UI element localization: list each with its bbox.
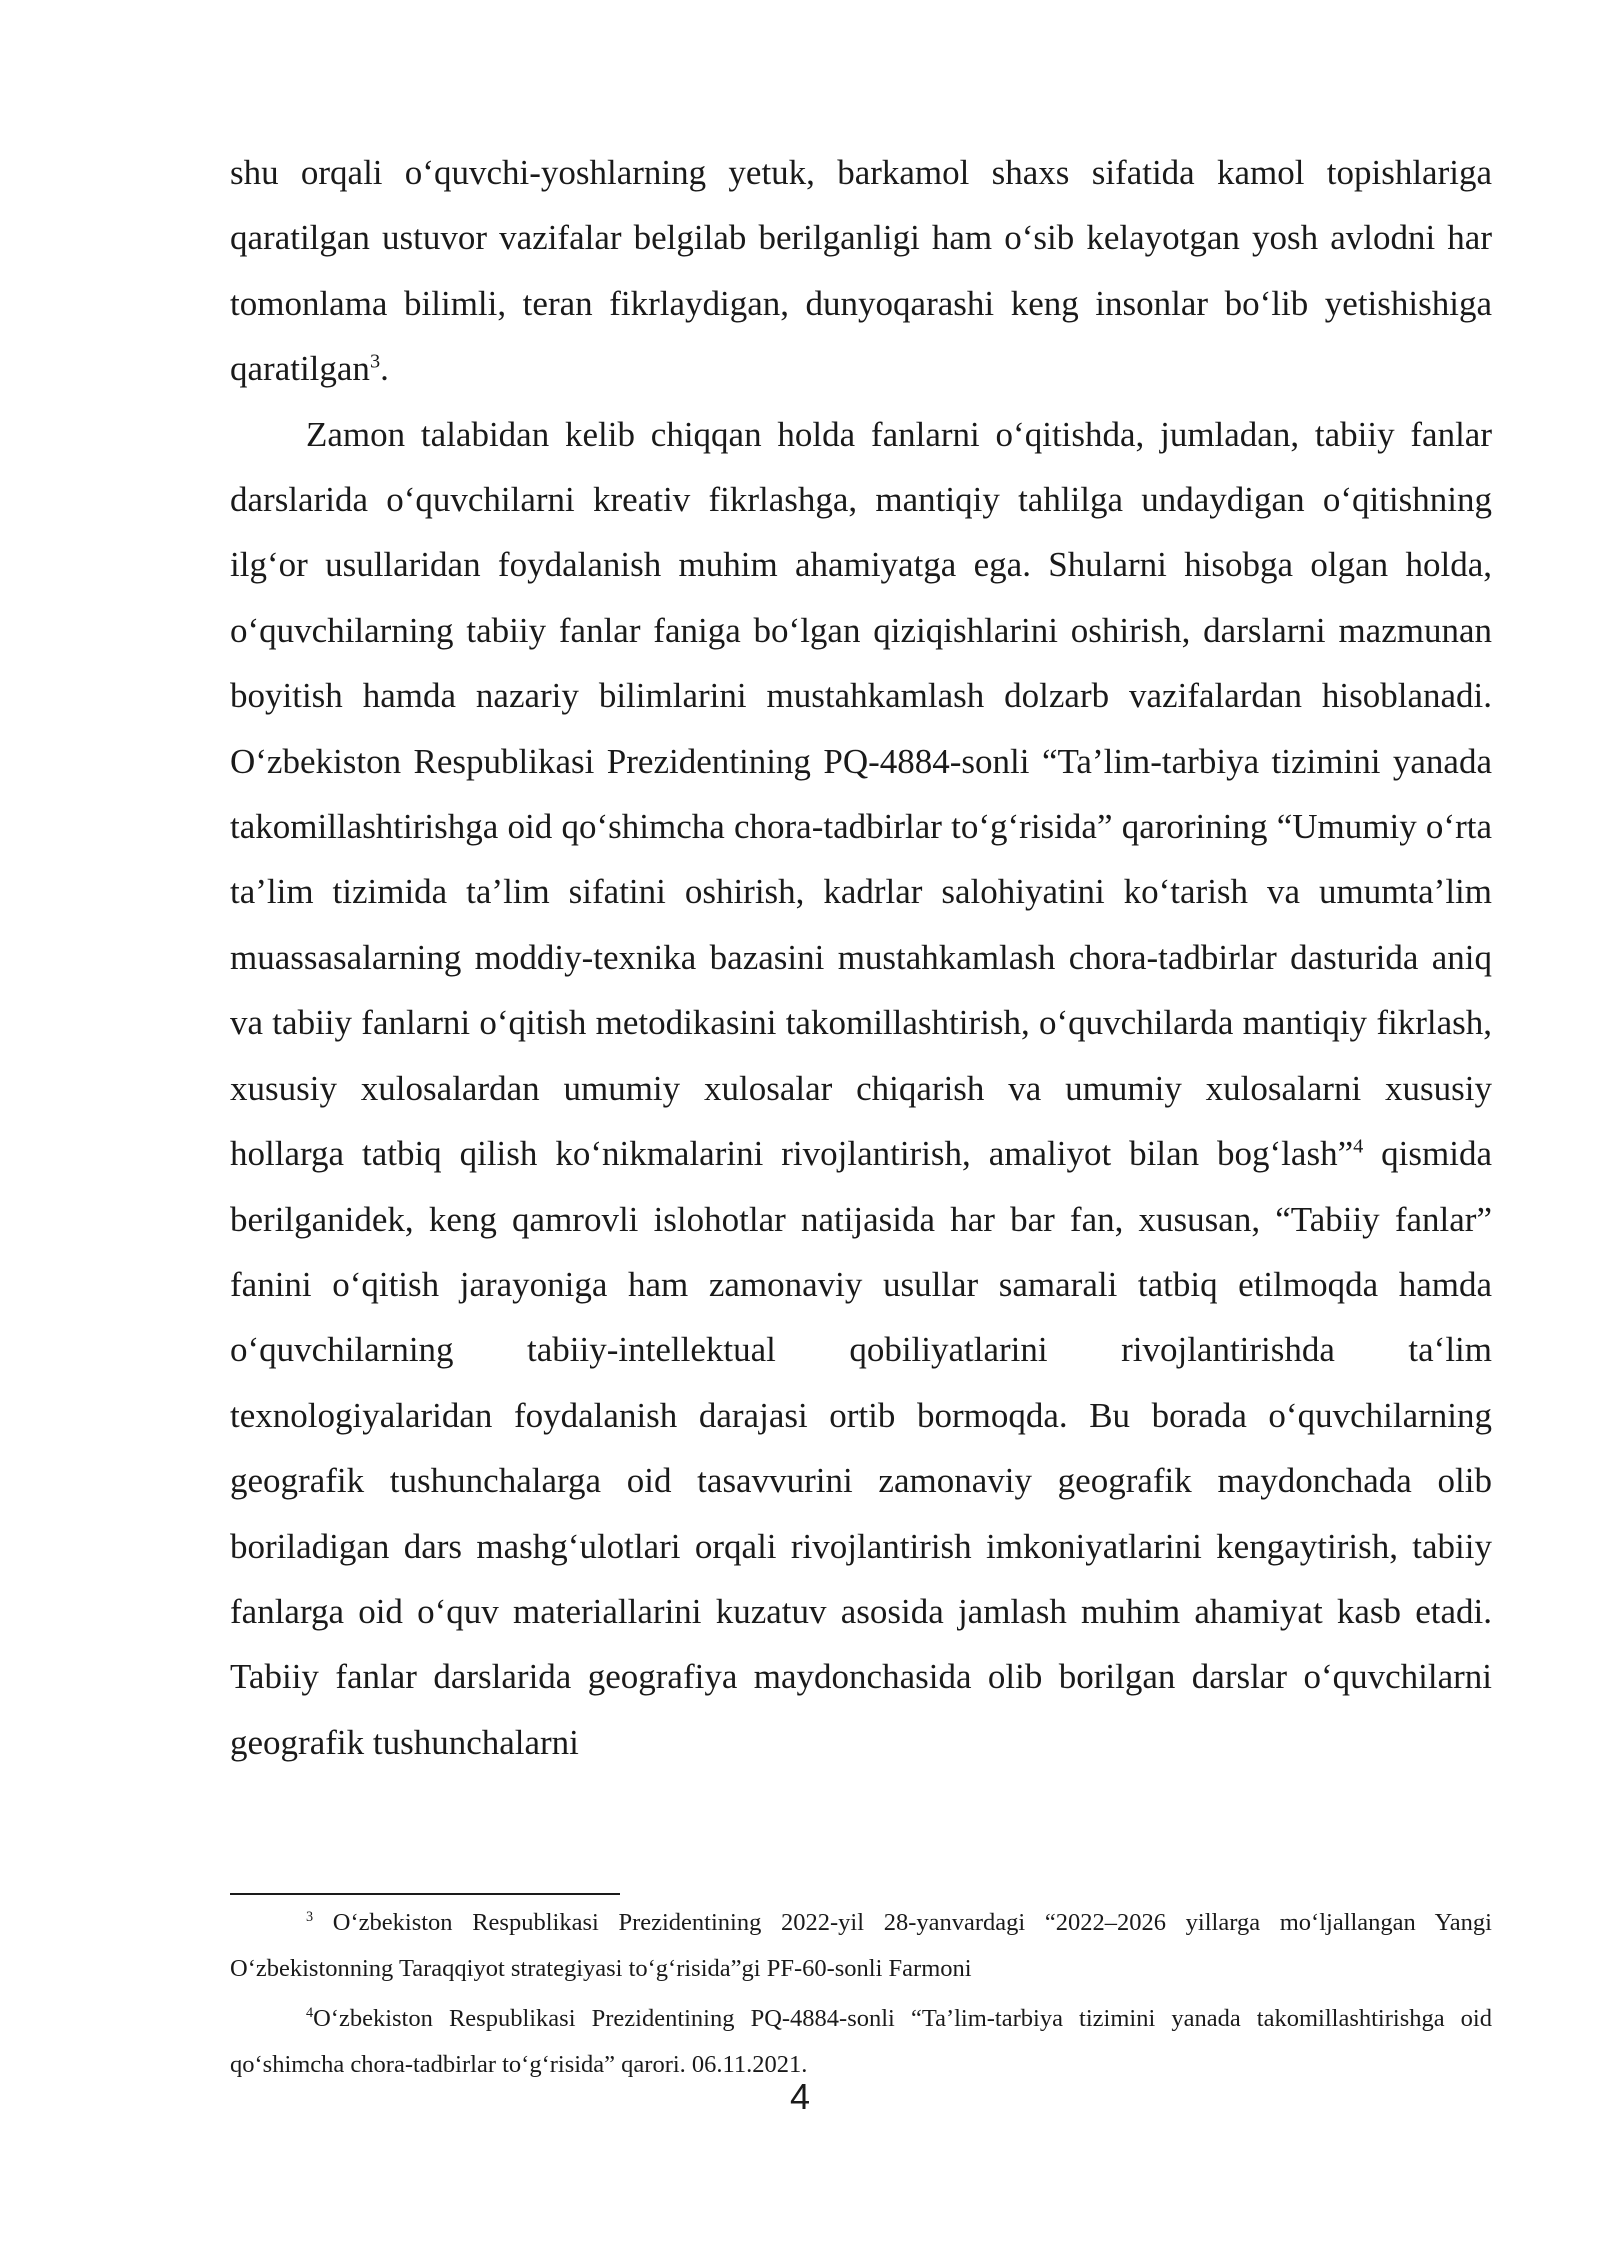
footnote-ref-4[interactable]: 4 xyxy=(1353,1135,1364,1158)
footnote-mark: 4 xyxy=(306,2004,314,2021)
footnote-3 xyxy=(230,1900,1492,1992)
paragraph-text-part-a: Zamon talabidan kelib chiqqan holda fanlarni o‘qitishda, jumladan, tabiiy fanlar darslarida o‘quvchilarni kreativ fikrlashga, mantiqiy tahlilga undaydigan o‘qitishning ilg‘or usullaridan foydalanish muhim ahamiyatga ega. Shularni hisobga olgan holda, o‘quvchilarning tabiiy fanlar faniga bo‘lgan qiziqishlarini oshirish, darslarni mazmunan boyitish hamda nazariy bilimlarini mustahkamlash dolzarb vazifalardan hisoblanadi. O‘zbekiston Respublikasi Prezidentining PQ-4884-sonli “Ta’lim-tarbiya tizimini yanada takomillashtirishga oid qo‘shimcha chora-tadbirlar to‘g‘risida” qarorining “Umumiy o‘rta ta’lim tizimida ta’lim sifatini oshirish, kadrlar salohiyatini ko‘tarish va umumta’lim muassasalarning moddiy-texnika bazasini mustahkamlash chora-tadbirlar dasturida aniq va tabiiy fanlarni o‘qitish metodikasini takomillashtirish, o‘quvchilarda mantiqiy fikrlash, xususiy xulosalardan umumiy xulosalar chiqarish va umumiy xulosalarni xususiy hollarga tatbiq qilish ko‘nikmalarini rivojlantirish, amaliyot bilan bog‘lash” xyxy=(230,414,1492,1174)
footnote-text: O‘zbekiston Respublikasi Prezidentining PQ-4884-sonli “Ta’lim-tarbiya tizimini yanada takomillashtirishga oid qo‘shimcha chora-tadbirlar to‘g‘risida” qarori. 06.11.2021. xyxy=(230,2005,1492,2078)
page-number: 4 xyxy=(789,2076,811,2117)
paragraph-text: shu orqali o‘quvchi-yoshlarning yetuk, barkamol shaxs sifatida kamol topishlariga qaratilgan ustuvor vazifalar belgilab berilganligi ham o‘sib kelayotgan yosh avlodni har tomonlama bilimli, teran fikrlaydigan, dunyoqarashi keng insonlar bo‘lib yetishishiga qaratilgan xyxy=(230,153,1492,389)
footnote-separator xyxy=(230,1893,620,1895)
footnote-mark: 3 xyxy=(306,1908,314,1925)
footnote-text: O‘zbekiston Respublikasi Prezidentining 2022-yil 28-yanvardagi “2022–2026 yillarga mo‘ljallangan Yangi O‘zbekistonning Taraqqiyot strategiyasi to‘g‘risida”gi PF-60-sonli Farmoni xyxy=(230,1909,1492,1982)
body-text xyxy=(230,140,1492,1775)
paragraph-main xyxy=(230,402,1492,1776)
document-page xyxy=(230,140,1492,1775)
footnote-ref-3[interactable]: 3 xyxy=(369,350,381,373)
paragraph-continuation xyxy=(230,140,1492,402)
footnotes xyxy=(230,1900,1492,2088)
paragraph-tail: . xyxy=(380,349,389,389)
paragraph-text-part-b: qismida berilganidek, keng qamrovli islohotlar natijasida har bar fan, xususan, “Tabiiy fanlar” fanini o‘qitish jarayoniga ham zamonaviy usullar samarali tatbiq etilmoqda hamda o‘quvchilarning tabiiy-intellektual qobiliyatlarini rivojlantirishda ta‘lim texnologiyalaridan foydalanish darajasi ortib bormoqda. Bu borada o‘quvchilarning geografik tushunchalarga oid tasavvurini zamonaviy geografik maydonchada olib boriladigan dars mashg‘ulotlari orqali rivojlantirish imkoniyatlarini kengaytirish, tabiiy fanlarga oid o‘quv materiallarini kuzatuv asosida jamlash muhim ahamiyat kasb etadi. Tabiiy fanlar darslarida geografiya maydonchasida olib borilgan darslar o‘quvchilarni geografik tushunchalarni xyxy=(230,1134,1493,1762)
